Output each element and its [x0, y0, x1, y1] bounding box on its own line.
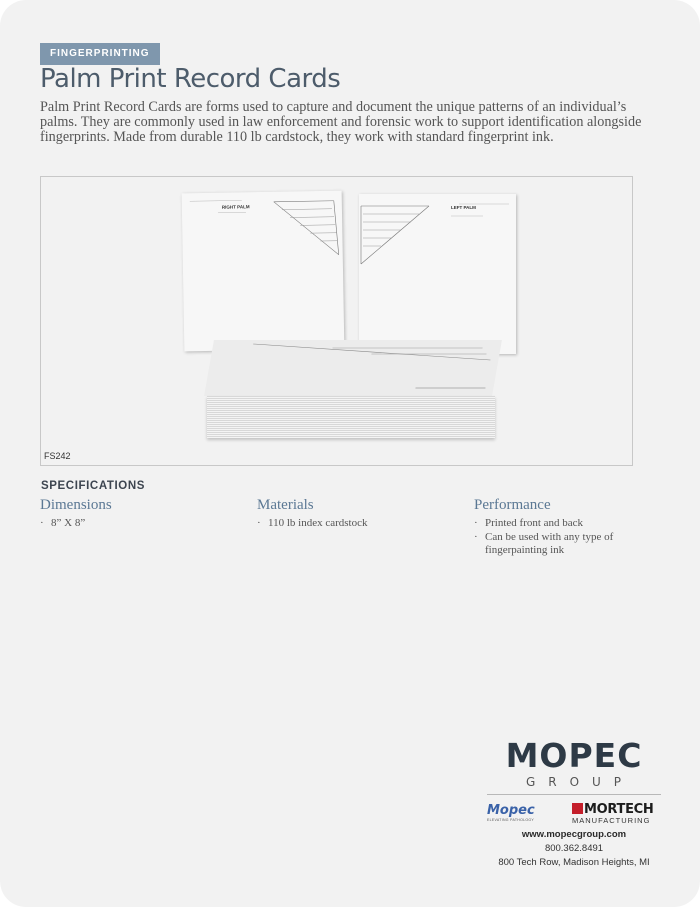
mortech-mark-icon: [572, 803, 583, 814]
mortech-logo: [572, 800, 664, 825]
category-tag: FINGERPRINTING: [40, 43, 160, 65]
contact-info: [486, 828, 662, 870]
spec-performance-title: Performance: [474, 497, 551, 513]
specifications-heading: SPECIFICATIONS: [41, 480, 146, 492]
mopec-tagline: ELEVATING PATHOLOGY: [487, 818, 535, 822]
left-palm-label: LEFT PALM: [451, 205, 476, 210]
mopec-logo: [487, 801, 549, 822]
right-palm-card-lines: [182, 191, 345, 352]
page-title: Palm Print Record Cards: [40, 64, 341, 94]
product-description: Palm Print Record Cards are forms used to capture and document the unique patterns of an individual’s palms. They are commonly used in law enforcement and forensic work to support identification alongside fingerprints. Made from durable 110 lb cardstock, they work with standard fingerprint ink.: [40, 99, 642, 145]
spec-performance-list: [474, 517, 644, 558]
logo-divider: [487, 794, 661, 795]
mopec-group-wordmark: MOPEC: [505, 736, 643, 775]
mortech-subtitle: MANUFACTURING: [572, 816, 651, 825]
left-palm-card-lines: [359, 194, 516, 354]
spec-dimensions-list: [40, 517, 240, 531]
mopec-wordmark: Mopec: [487, 803, 535, 818]
right-palm-label: RIGHT PALM: [221, 204, 250, 210]
mopec-group-subtitle: GROUP: [525, 775, 635, 789]
spec-materials-title: Materials: [257, 497, 314, 513]
spec-item: · 8” X 8”: [40, 517, 240, 531]
left-palm-card: [359, 194, 516, 354]
right-palm-card: [182, 191, 345, 352]
spec-performance: [474, 497, 644, 558]
phone-number: 800.362.8491: [544, 843, 604, 854]
card-stack-lines: [204, 340, 502, 396]
website-link[interactable]: www.mopecgroup.com: [521, 829, 627, 840]
product-image: [40, 176, 633, 466]
spec-dimensions: [40, 497, 240, 531]
mortech-wordmark: MORTECH: [584, 802, 654, 817]
spec-item: · 110 lb index cardstock: [257, 517, 457, 531]
spec-materials-list: [257, 517, 457, 531]
address: 800 Tech Row, Madison Heights, MI: [498, 857, 650, 868]
spec-materials: [257, 497, 457, 531]
spec-item: · Can be used with any type of fingerpainting ink: [474, 531, 644, 558]
card-stack-edge: [207, 396, 495, 438]
mopec-group-logo: [486, 738, 662, 795]
spec-dimensions-title: Dimensions: [40, 497, 112, 513]
product-code: FS242: [44, 451, 71, 461]
card-stack-top: [204, 340, 502, 396]
spec-item: · Printed front and back: [474, 517, 644, 531]
